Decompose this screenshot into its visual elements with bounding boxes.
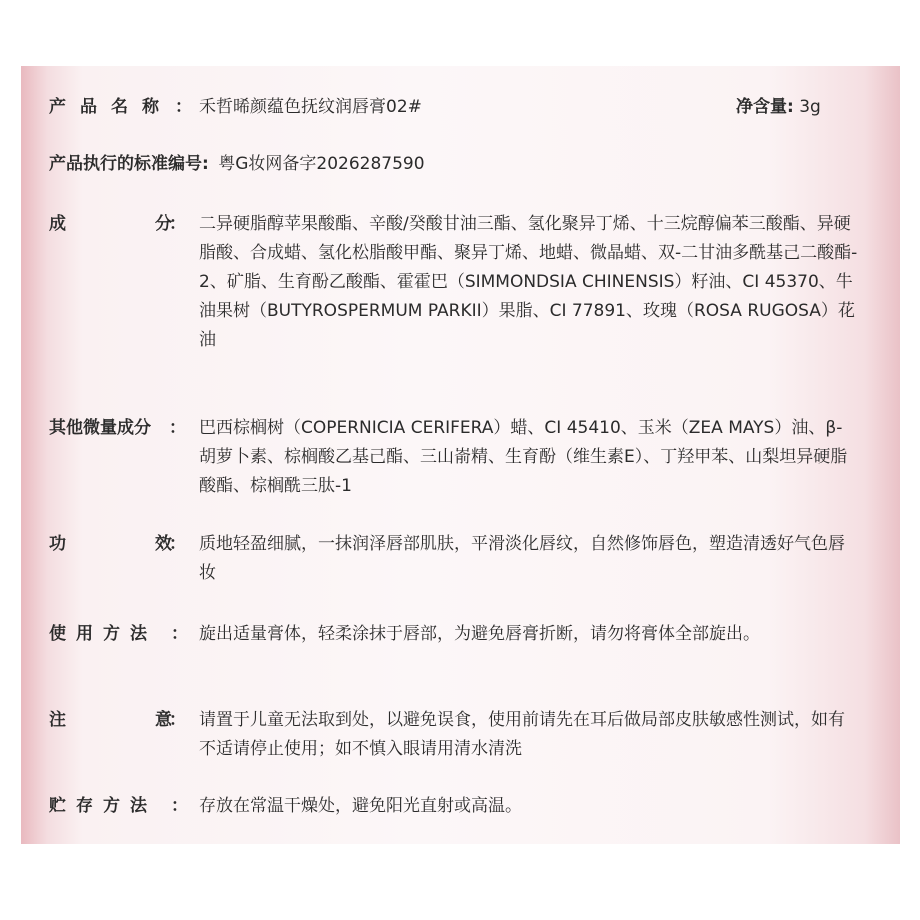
caution-label-b: 意 [155,710,172,730]
standard-row [49,150,809,179]
product-name-label [49,93,173,122]
caution-label-a: 注 [49,710,66,730]
product-name-value: 禾哲晞颜蕴色抚纹润唇膏02# [199,97,422,117]
trace-label [49,414,199,443]
storage-row [49,792,869,821]
trace-row [49,414,869,504]
storage-label-text: 贮存方法 [49,796,157,816]
trace-label-text: 其他微量成分 [49,418,151,438]
trace-colon: ： [169,418,186,438]
effect-label-b: 效 [155,534,172,554]
caution-value: 请置于儿童无法取到处，以避免误食，使用前请先在耳后做局部皮肤敏感性测试，如有不适请停止使用；如不慎入眼请用清水清洗 [199,710,845,759]
ingredients-colon: ： [169,214,186,234]
product-name-row [49,93,609,122]
caution-label [49,706,199,735]
net-content-label: 净含量: [736,97,794,117]
ingredients-row [49,210,869,390]
usage-value: 旋出适量膏体，轻柔涂抹于唇部，为避免唇膏折断，请勿将膏体全部旋出。 [199,624,760,644]
standard-value: 粤G妆网备字2026287590 [218,154,425,174]
effect-label [49,530,199,559]
usage-label [49,620,199,649]
ingredients-label-b: 分 [155,214,172,234]
ingredients-label [49,210,199,239]
usage-colon: ： [171,624,188,644]
storage-label [49,792,199,821]
trace-value: 巴西棕榈树（COPERNICIA CERIFERA）蜡、CI 45410、玉米（ZEA MAYS）油、β-胡萝卜素、棕榈酸乙基己酯、三山嵛精、生育酚（维生素E）、丁羟甲苯、山梨坦异硬脂酸酯、棕榈酰三肽-1 [199,418,848,496]
caution-row [49,706,869,766]
storage-value: 存放在常温干燥处，避免阳光直射或高温。 [199,796,522,816]
net-content [736,93,821,122]
ingredients-label-a: 成 [49,214,66,234]
product-name-colon: ： [175,97,192,117]
net-content-value: 3g [799,97,821,117]
usage-label-text: 使用方法 [49,624,157,644]
storage-colon: ： [171,796,188,816]
caution-colon: ： [169,710,186,730]
standard-label: 产品执行的标准编号: [49,154,209,174]
product-name-label-text: 产品名称 [49,97,173,117]
effect-label-a: 功 [49,534,66,554]
effect-colon: ： [169,534,186,554]
ingredients-value: 二异硬脂醇苹果酸酯、辛酸/癸酸甘油三酯、氢化聚异丁烯、十三烷醇偏苯三酸酯、异硬脂酸、合成蜡、氢化松脂酸甲酯、聚异丁烯、地蜡、微晶蜡、双-二甘油多酰基己二酸酯-2、矿脂、生育酚乙酸酯、霍霍巴（SIMMONDSIA CHINENSIS）籽油、CI 45370、牛油果树（BUTYROSPERMUM PARKII）果脂、CI 77891、玫瑰（ROSA RUGOSA）花油 [199,214,858,350]
usage-row [49,620,869,680]
effect-row [49,530,869,590]
effect-value: 质地轻盈细腻，一抹润泽唇部肌肤，平滑淡化唇纹，自然修饰唇色，塑造清透好气色唇妆 [199,534,845,583]
